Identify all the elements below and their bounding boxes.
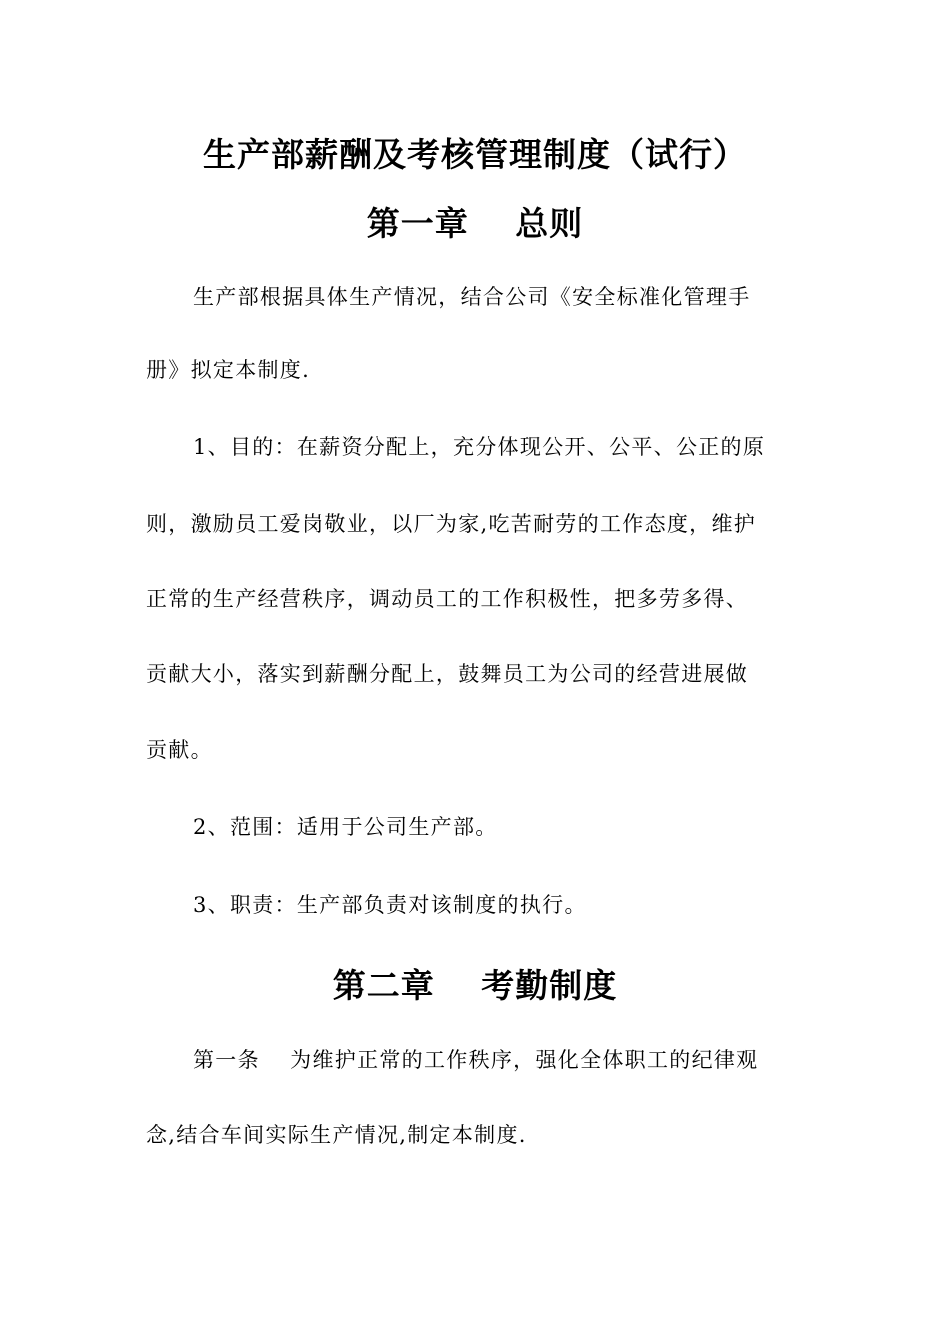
paragraph-line: 贡献。 (146, 738, 213, 762)
paragraph-line: 1、目的：在薪资分配上，充分体现公开、公平、公正的原 (193, 435, 766, 459)
paragraph-line: 正常的生产经营秩序，调动员工的工作积极性，把多劳多得、 (146, 587, 749, 611)
paragraph-line: 册》拟定本制度. (146, 358, 311, 382)
paragraph-line: 贡献大小，落实到薪酬分配上，鼓舞员工为公司的经营进展做 (146, 662, 749, 686)
paragraph-line: 生产部根据具体生产情况，结合公司《安全标准化管理手 (193, 285, 751, 309)
chapter-2-heading: 第二章 考勤制度 (332, 966, 618, 1005)
paragraph-line: 3、职责：生产部负责对该制度的执行。 (193, 893, 587, 917)
paragraph-line: 第一条 为维护正常的工作秩序，强化全体职工的纪律观 (193, 1048, 759, 1072)
chapter-1-heading: 第一章 总则 (366, 204, 584, 243)
paragraph-line: 则，激励员工爱岗敬业，以厂为家,吃苦耐劳的工作态度，维护 (146, 512, 757, 536)
paragraph-line: 2、范围：适用于公司生产部。 (193, 815, 498, 839)
document-title: 生产部薪酬及考核管理制度（试行） (203, 135, 747, 174)
paragraph-line: 念,结合车间实际生产情况,制定本制度. (146, 1123, 527, 1147)
